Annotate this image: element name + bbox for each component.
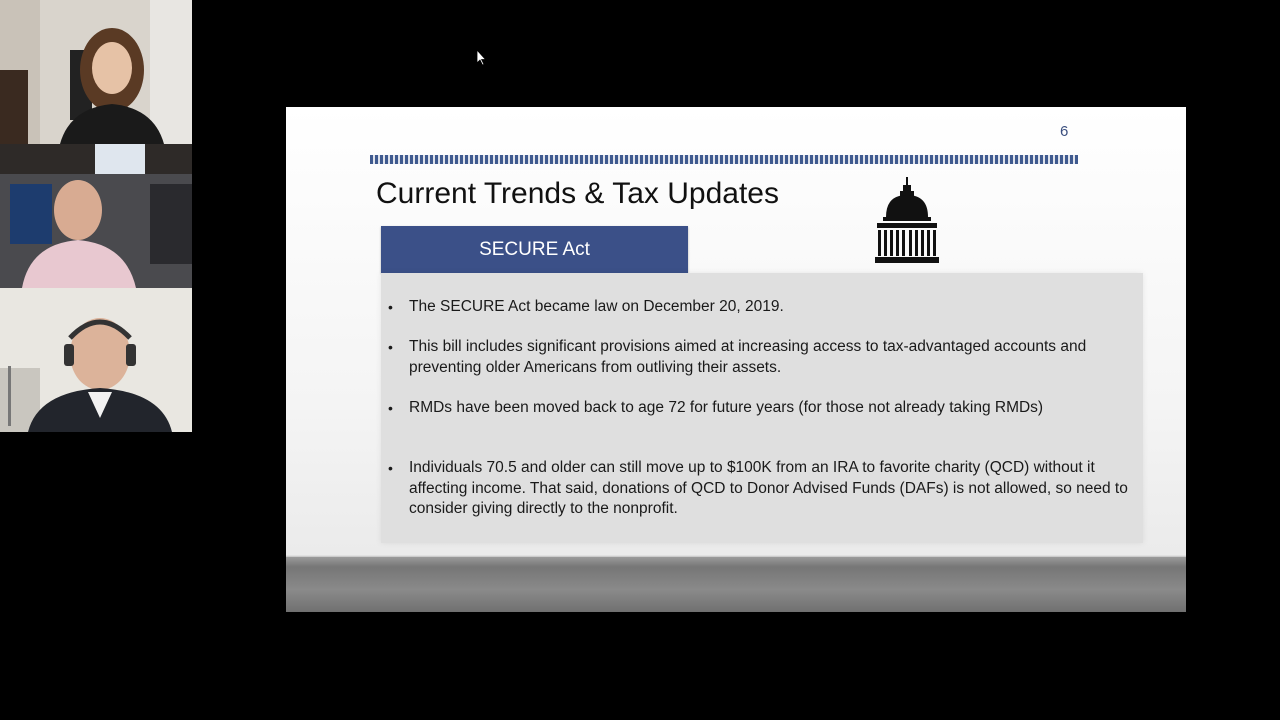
- content-panel: [381, 273, 1143, 543]
- capitol-building-icon: [874, 177, 940, 263]
- bullet-text: This bill includes significant provisions aimed at increasing access to tax-advantaged accounts and preventing older Americans from outliving their assets.: [409, 338, 1087, 376]
- bullet-text: RMDs have been moved back to age 72 for future years (for those not already taking RMDs): [409, 399, 1044, 416]
- slide-number: 6: [1060, 123, 1069, 140]
- hatched-divider: [370, 155, 1078, 164]
- participant-3-feed: [0, 288, 192, 432]
- participant-video-1[interactable]: [0, 0, 192, 144]
- mouse-cursor-icon: [477, 50, 487, 66]
- bullet-text: Individuals 70.5 and older can still move up to $100K from an IRA to favorite charity (QCD) without it affecting income. That said, donations of QCD to Donor Advised Funds (DAFs) is not allowed, so need to consider giving directly to the nonprofit.: [409, 459, 1128, 517]
- bullet-dot: •: [388, 400, 393, 416]
- bullet-dot: •: [388, 339, 393, 355]
- bullet-dot: •: [388, 460, 393, 476]
- participant-1-feed: [0, 0, 192, 144]
- list-item: [388, 297, 1137, 318]
- slide-title: Current Trends & Tax Updates: [376, 177, 779, 210]
- list-item: [388, 337, 1137, 378]
- slide-floor-band: [286, 557, 1186, 612]
- bullet-dot: •: [388, 299, 393, 315]
- participant-video-3[interactable]: [0, 288, 192, 432]
- participant-2-feed: [0, 144, 192, 288]
- section-tab-label: SECURE Act: [479, 238, 590, 260]
- section-tab: [381, 226, 688, 273]
- bullet-text: The SECURE Act became law on December 20, 2019.: [409, 298, 784, 315]
- list-item: [388, 458, 1137, 520]
- participant-video-2[interactable]: [0, 144, 192, 288]
- list-item: [388, 398, 1137, 419]
- presentation-slide: [286, 107, 1186, 612]
